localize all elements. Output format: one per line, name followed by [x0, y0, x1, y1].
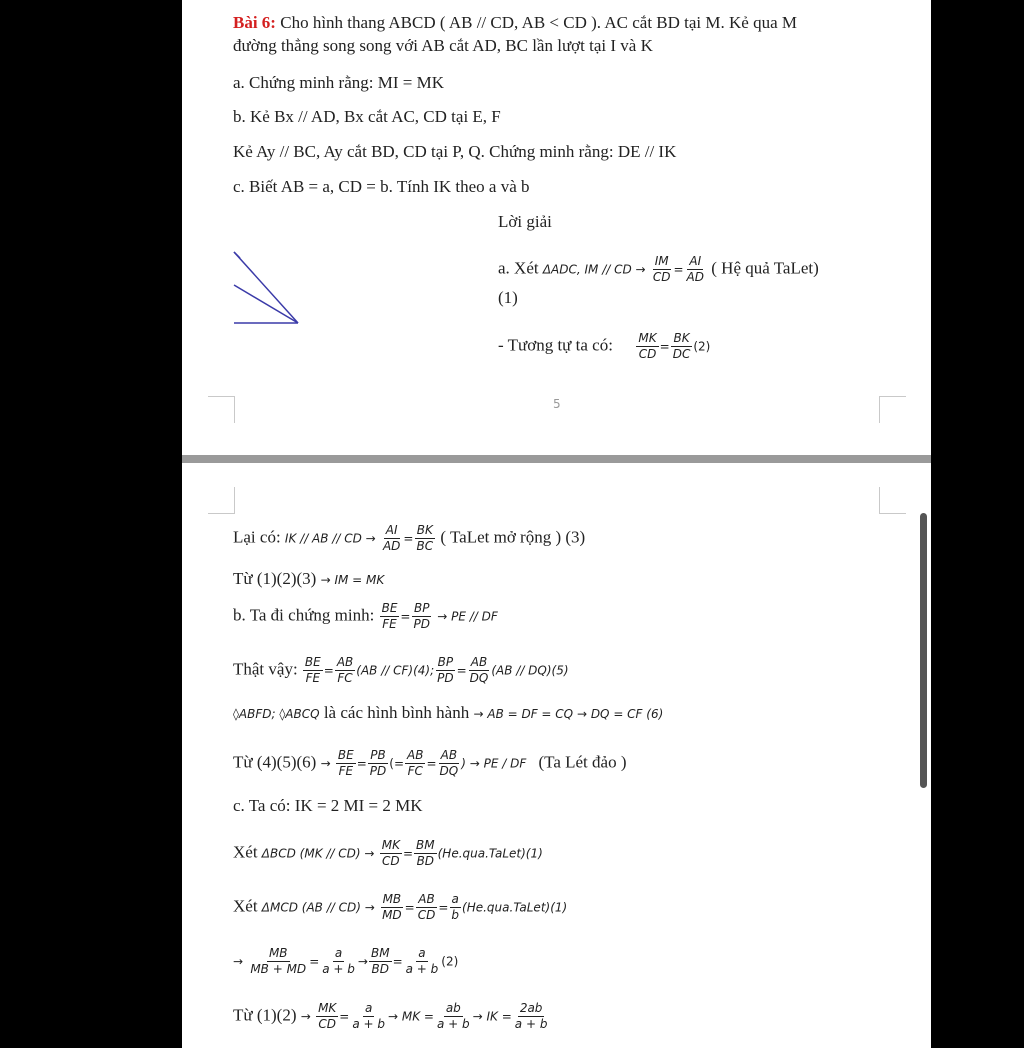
- fraction: [404, 946, 441, 977]
- solution-a-suffix: ( Hệ quả TaLet): [711, 258, 819, 278]
- line-suffix: (Ta Lét đảo ): [538, 752, 627, 772]
- denominator: DQ: [439, 764, 459, 778]
- fraction: [350, 1001, 387, 1032]
- numerator: MK: [381, 838, 400, 852]
- line-prefix: Thật vậy:: [233, 659, 298, 679]
- numerator: a: [365, 1001, 373, 1015]
- solution-line-1: Lại có: IK // AB // CD → $\frac{AI}{AD}$ = $\frac{BK}{BC}$ ( TaLet mở rộng ) (3): [233, 523, 586, 553]
- numerator: AB: [336, 655, 354, 669]
- fraction-bk-dc: [671, 331, 693, 362]
- numerator: MK: [318, 1001, 337, 1015]
- page-corner-mark: [879, 396, 906, 423]
- problem-title-line: [233, 13, 797, 33]
- document-page-1: [182, 0, 931, 455]
- question-c: c. Biết AB = a, CD = b. Tính IK theo a và b: [233, 177, 530, 196]
- denominator: FC: [407, 764, 423, 778]
- math-expression: ◊ABFD; ◊ABCQ: [233, 707, 320, 721]
- denominator: PD: [369, 764, 387, 778]
- denominator: DQ: [469, 671, 489, 685]
- denominator: a + b: [352, 1017, 386, 1031]
- question-b: b. Kẻ Bx // AD, Bx cắt AC, CD tại E, F: [233, 107, 501, 126]
- math-expression: (AB // DQ)(5): [491, 663, 569, 678]
- denominator: a + b: [436, 1017, 470, 1031]
- denominator: MD: [382, 908, 402, 922]
- numerator: BM: [416, 838, 435, 852]
- solution-line-5: [233, 703, 663, 724]
- fraction: [380, 601, 400, 632]
- solution-line-2: [233, 569, 384, 590]
- denominator: BD: [416, 854, 435, 868]
- fraction: [368, 748, 388, 779]
- denominator: CD: [382, 854, 400, 868]
- fraction: [414, 838, 437, 869]
- line-prefix: Lại có:: [233, 527, 281, 547]
- denominator: CD: [318, 1017, 336, 1031]
- fraction: [380, 838, 402, 869]
- numerator: AB: [418, 892, 435, 906]
- denominator: PD: [413, 617, 430, 631]
- numerator: MB: [268, 946, 288, 960]
- solution-similar-number: (2): [693, 339, 711, 354]
- page-separator: [182, 455, 931, 463]
- fraction: [435, 655, 455, 686]
- problem-statement: Cho hình thang ABCD ( AB // CD, AB < CD ). AC cắt BD tại M. Kẻ qua M: [275, 13, 797, 32]
- fraction: [316, 1001, 338, 1032]
- denominator: a + b: [405, 962, 439, 976]
- line-prefix: b. Ta đi chứng minh:: [233, 605, 375, 625]
- fraction: [405, 748, 425, 779]
- fraction: [335, 655, 355, 686]
- fraction: [320, 946, 357, 977]
- solution-similar-prefix: - Tương tự ta có:: [498, 335, 613, 355]
- numerator: BP: [413, 601, 430, 615]
- fraction: [303, 655, 323, 686]
- solution-line-6: Từ (4)(5)(6) → $\frac{BE}{FE}$ = $\frac{PB}{PD}$ (= $\frac{AB}{FC}$ = $\frac{AB}{DQ}$ ) → PE / DF (Ta Lét đảo ): [233, 748, 627, 778]
- math-expression: → PE // DF: [437, 609, 498, 624]
- fraction: [416, 892, 438, 923]
- line-prefix: Xét: [233, 896, 258, 916]
- fraction: [381, 523, 402, 554]
- solution-a-prefix: a. Xét: [498, 258, 539, 278]
- denominator: CD: [638, 347, 657, 361]
- line-prefix: Xét: [233, 842, 258, 862]
- numerator: IM: [654, 254, 669, 268]
- page-corner-mark: [208, 487, 235, 514]
- numerator: AB: [470, 655, 488, 669]
- solution-a-math: ΔADC, IM // CD →: [542, 262, 646, 277]
- solution-a-number: (1): [498, 288, 518, 307]
- page-number: 5: [553, 397, 561, 411]
- denominator: BC: [416, 539, 434, 553]
- fraction: [449, 892, 461, 923]
- fraction-ai-ad: [685, 254, 706, 285]
- fraction-mk-cd: [636, 331, 658, 362]
- math-expression: → IK =: [472, 1009, 512, 1024]
- math-expression: ΔMCD (AB // CD) →: [261, 900, 375, 915]
- numerator: a: [451, 892, 459, 906]
- math-expression: → IM = MK: [320, 573, 385, 587]
- solution-line-3: b. Ta đi chứng minh: $\frac{BE}{FE}$ = $\frac{BP}{PD}$ → PE // DF: [233, 601, 498, 631]
- fraction: [336, 748, 356, 779]
- solution-line-8: Xét ΔBCD (MK // CD) → $\frac{MK}{CD}$ = $\frac{BM}{BD}$ (He.qua.TaLet)(1): [233, 838, 543, 868]
- numerator: 2ab: [519, 1001, 543, 1015]
- numerator: BK: [416, 523, 433, 537]
- numerator: AB: [440, 748, 458, 762]
- math-expression: ΔBCD (MK // CD) →: [261, 846, 375, 861]
- solution-heading: Lời giải: [498, 212, 552, 231]
- numerator: a: [334, 946, 343, 960]
- fraction: [468, 655, 491, 686]
- fraction: [248, 946, 308, 977]
- math-expression: (AB // CF)(4);: [356, 663, 435, 678]
- line-text: là các hình bình hành: [323, 703, 470, 722]
- solution-line-4: Thật vậy: $\frac{BE}{FE}$ = $\frac{AB}{FC}$ (AB // CF)(4); $\frac{BP}{PD}$ = $\frac{AB}{DQ}$ (AB // DQ)(5): [233, 655, 569, 685]
- denominator: CD: [417, 908, 436, 922]
- solution-line-11: Từ (1)(2) → $\frac{MK}{CD}$ = $\frac{a}{a + b}$ → MK = $\frac{ab}{a + b}$ → IK = $\frac{2ab}{a + b}$: [233, 1001, 548, 1031]
- denominator: AD: [686, 270, 704, 284]
- solution-similar-line: - Tương tự ta có: $\frac{MK}{CD}$ = $\frac{BK}{DC}$ (2): [498, 331, 711, 361]
- math-expression: → MK =: [388, 1009, 434, 1024]
- math-expression: (2): [441, 954, 459, 969]
- problem-statement-line2: đường thẳng song song với AB cắt AD, BC lần lượt tại I và K: [233, 36, 653, 55]
- fraction: [369, 946, 392, 977]
- denominator: a + b: [514, 1017, 548, 1031]
- problem-label: Bài 6:: [233, 13, 276, 32]
- denominator: FE: [305, 671, 321, 685]
- numerator: MB: [382, 892, 402, 906]
- vertical-scrollbar[interactable]: [920, 513, 927, 788]
- denominator: DC: [672, 347, 691, 361]
- denominator: b: [451, 908, 460, 922]
- question-a: a. Chứng minh rằng: MI = MK: [233, 73, 444, 92]
- denominator: BD: [371, 962, 389, 976]
- denominator: a + b: [322, 962, 355, 976]
- solution-line-10: → $\frac{MB}{MB + MD}$ = $\frac{a}{a + b}$ → $\frac{BM}{BD}$ = $\frac{a}{a + b}$ (2): [233, 946, 459, 976]
- math-expression: ) → PE / DF: [461, 756, 527, 771]
- numerator: AB: [407, 748, 424, 762]
- page-corner-mark: [208, 396, 235, 423]
- solution-a-line: a. Xét ΔADC, IM // CD → $\frac{IM}{CD}$ = $\frac{AI}{AD}$ ( Hệ quả TaLet): [498, 254, 819, 284]
- question-b2: Kẻ Ay // BC, Ay cắt BD, CD tại P, Q. Chứng minh rằng: DE // IK: [233, 142, 677, 161]
- solution-line-7: c. Ta có: IK = 2 MI = 2 MK: [233, 796, 423, 815]
- fraction: [411, 601, 431, 632]
- fraction: [438, 748, 461, 779]
- line-prefix: Từ (1)(2)(3): [233, 569, 317, 588]
- fraction: [435, 1001, 472, 1032]
- document-page-2: [182, 463, 931, 1048]
- numerator: BK: [673, 331, 690, 345]
- numerator: MK: [638, 331, 657, 345]
- numerator: BP: [437, 655, 454, 669]
- math-expression: (He.qua.TaLet)(1): [437, 846, 543, 861]
- numerator: a: [418, 946, 426, 960]
- geometry-figure-fragment: [230, 250, 302, 326]
- fraction-im-cd: [651, 254, 673, 285]
- denominator: MB + MD: [250, 962, 307, 976]
- math-expression: → AB = DF = CQ → DQ = CF (6): [473, 707, 664, 721]
- math-expression: (He.qua.TaLet)(1): [462, 900, 568, 915]
- math-expression: IK // AB // CD →: [284, 531, 376, 546]
- solution-line-9: Xét ΔMCD (AB // CD) → $\frac{MB}{MD}$ = $\frac{AB}{CD}$ = $\frac{a}{b}$ (He.qua.TaLet)(1): [233, 892, 568, 922]
- line-prefix: Từ (1)(2): [233, 1005, 297, 1025]
- numerator: BM: [370, 946, 390, 960]
- numerator: BE: [381, 601, 398, 615]
- denominator: AD: [382, 539, 401, 553]
- denominator: PD: [437, 671, 454, 685]
- line-suffix: ( TaLet mở rộng ) (3): [440, 527, 586, 547]
- denominator: FE: [338, 764, 354, 778]
- denominator: CD: [652, 270, 671, 284]
- numerator: ab: [445, 1001, 461, 1015]
- denominator: FC: [337, 671, 353, 685]
- fraction: [513, 1001, 550, 1032]
- fraction: [380, 892, 404, 923]
- numerator: AI: [385, 523, 398, 537]
- numerator: BE: [304, 655, 321, 669]
- numerator: PB: [370, 748, 386, 762]
- fraction: [414, 523, 435, 554]
- numerator: AI: [689, 254, 702, 268]
- page-corner-mark: [879, 487, 906, 514]
- line-prefix: Từ (4)(5)(6): [233, 752, 317, 772]
- numerator: BE: [337, 748, 354, 762]
- denominator: FE: [382, 617, 397, 631]
